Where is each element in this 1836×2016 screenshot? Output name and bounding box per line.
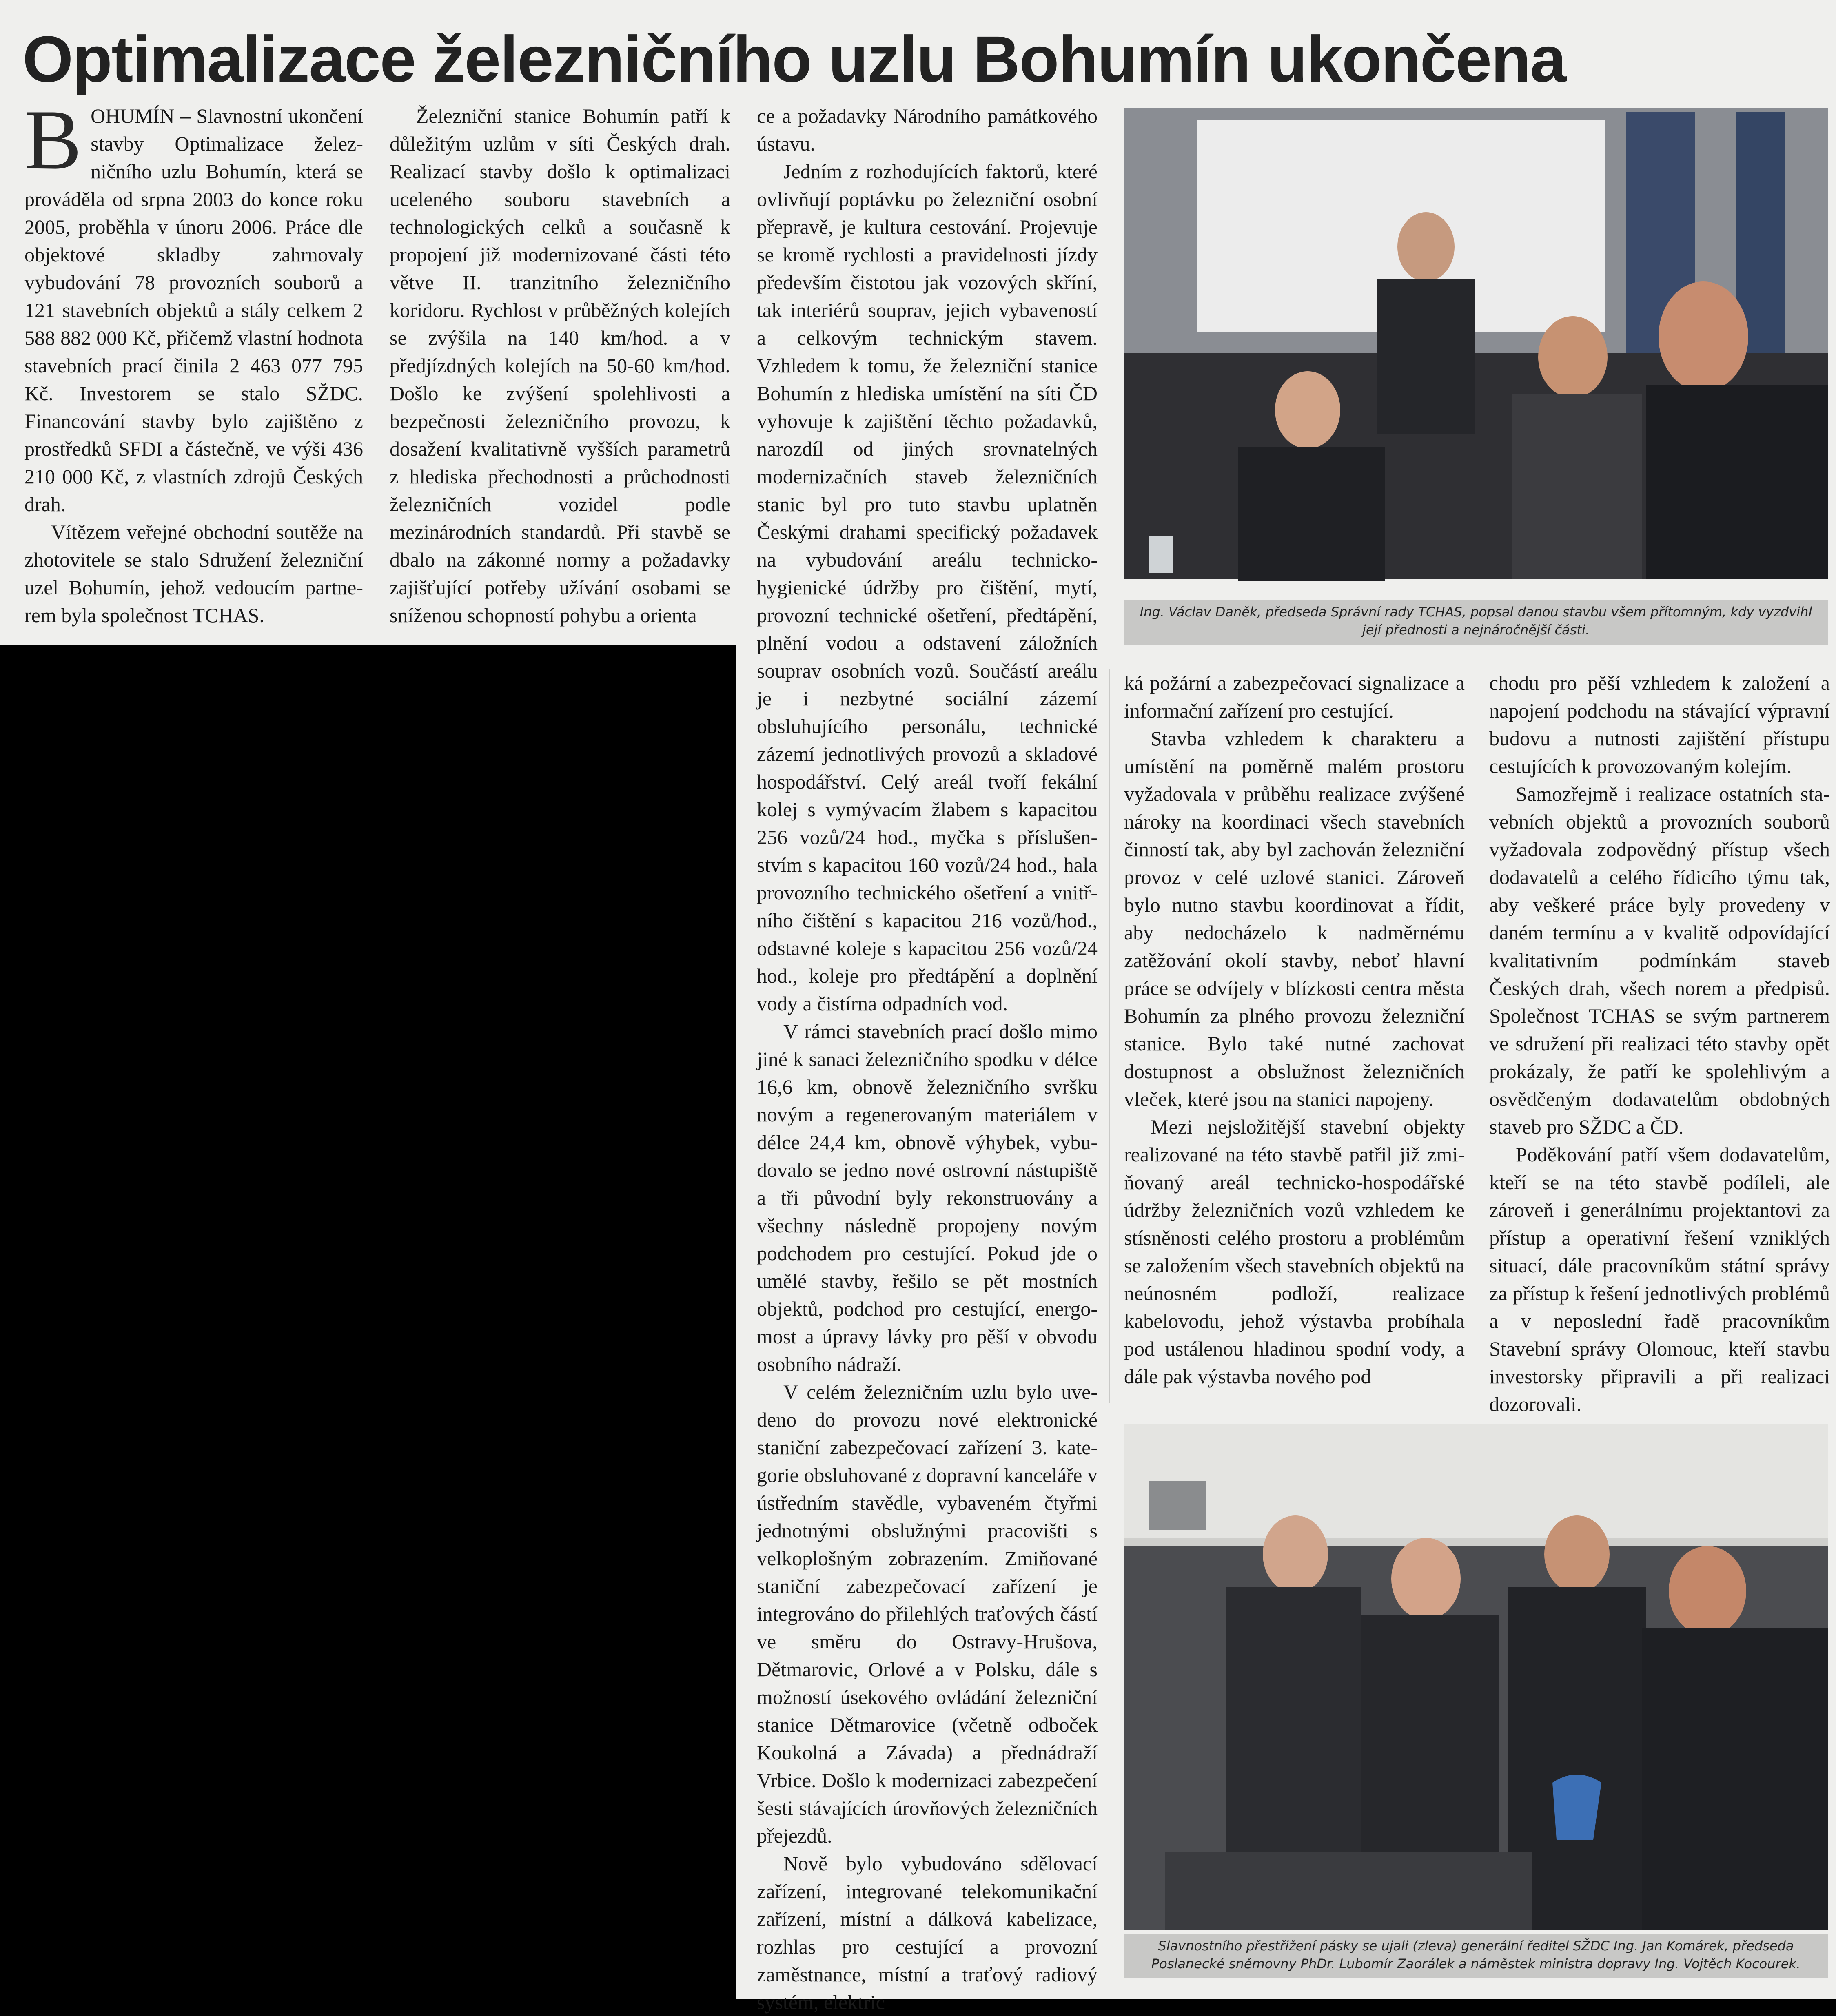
paragraph: V celém železničním uzlu bylo uvedeno do provozu nové elektronické staniční zabezpečovací zařízení 3. kategorie obsluhované z dopravní kanceláře v ústředním stavědle, vybaveném čtyřmi jednotnými obslužnými pracovišti s velkoplošným zobrazením. Zmiňované staniční zabezpečovací zařízení je integrováno do přilehlých traťových částí ve směru do Ostravy-Hrušova, Dětmarovic, Orlové a v Polsku, dále s možností úsekového ovládání železniční stanice Dětmarovice (včetně odboček Koukolná a Závada) a přednádraží Vrbice. Došlo k modernizaci zabezpečení šesti stávajících úrovňových železničních přejezdů. bbox=[757, 1380, 1098, 1847]
headline: Optimalizace železničního uzlu Bohumín ukončena bbox=[22, 22, 1566, 95]
paragraph: Stavba vzhledem k charakteru a umístění na poměrně malém prostoru vyžadovala v průběhu realizace zvýšené nároky na koordinaci všech stavebních činností tak, aby byl zachován železniční provoz v celé uzlové stanici. Zároveň bylo nutno stavbu koordinovat a řídit, aby nedocházelo k nadměrnému zatěžování okolí stavby, neboť hlavní práce se odvíjely v blízkosti centra města Bohumín za plného provozu železniční stanice. Bylo také nutné zachovat dostupnost a obslužnost železničních vleček, které jsou na stanici napojeny. bbox=[1124, 727, 1465, 1110]
paragraph: ce a požadavky Národního památkového ústavu. bbox=[757, 104, 1098, 155]
paragraph: Nově bylo vybudováno sdělovací zařízení, integrované telekomunikační zařízení, místní a dálková kabelizace, rozhlas pro cestující a provozní zaměstnance, místní a traťový radiový systém, elektric bbox=[757, 1852, 1098, 2014]
paragraph-text: – Slavnostní ukončení stavby Optimalizace železničního uzlu Bohumín, která se prováděla od srpna 2003 do konce roku 2005, proběhla v únoru 2006. Práce dle objektové skladby zahrnovaly vybudování 78 provozních souborů a 121 stavebních objektů a stály celkem 2 588 882 000 Kč, přičemž vlastní hodnota stavebních prací činila 2 463 077 795 Kč. Investorem se stalo SŽDC. Financování stavby bylo zajištěno z prostředků SFDI a částečně, ve výši 436 210 000 Kč, z vlastních zdrojů Českých drah. bbox=[24, 104, 363, 516]
article-column-2 bbox=[390, 102, 730, 636]
article-column-4 bbox=[1124, 669, 1465, 1416]
article-column-1 bbox=[24, 93, 363, 636]
drop-cap: B bbox=[24, 93, 82, 187]
paragraph: Mezi nejsložitější stavební objekty realizované na této stavbě patřil již zmiňovaný areál technicko-hospodářské údržby železničních vozů vzhledem ke stísněnosti celého prostoru a problémům se založením všech stavebních objektů na neúnosném podloží, realizace kabelovodu, jehož výstavba probíhala pod ustálenou hladinou spodní vody, a dále pak výstavba nového pod bbox=[1124, 1115, 1465, 1388]
article-column-3 bbox=[757, 102, 1098, 2014]
photo-ribbon-cutting-image bbox=[1124, 1424, 1828, 1930]
paragraph: Jedním z rozhodujících faktorů, které ovlivňují poptávku po železniční osobní přepravě, je kultura cestování. Projevuje se kromě rychlosti a pravidelnosti jízdy především čistotou jak vozových skříní, tak interiérů souprav, jejich vybaveností a celkovým technickým stavem. Vzhledem k tomu, že železniční stanice Bohumín z hlediska umístění na síti ČD vyhovuje k zajištění těchto požadavků, narozdíl od jiných srovnatelných modernizačních staveb železničních stanic byl pro tuto stavbu uplatněn Českými drahami specifický požadavek na vybudování areálu technicko-hygienické údržby pro čištění, mytí, provozní technické ošetření, předtápění, plnění vodou a odstavení záložních souprav osobních vozů. Součástí areálu je i nezbytné sociální zázemí obsluhujícího personálu, technické zázemí jednotlivých provozů a skladové hospodářství. Celý areál tvoří fekální kolej s vymývacím žlabem s kapacitou 256 vozů/24 hod., myčka s příslušenstvím s kapacitou 160 vozů/24 hod., hala provozního technického ošetření a vnitřního čištění s kapacitou 216 vozů/hod., odstavné koleje s kapacitou 256 vozů/24 hod., koleje pro předtápění a doplnění vody a čistírna odpadních vod. bbox=[757, 160, 1098, 1015]
paragraph: ká požární a zabezpečovací signalizace a informační zařízení pro cestující. bbox=[1124, 671, 1465, 722]
paragraph: V rámci stavebních prací došlo mimo jiné k sanaci železničního spodku v délce 16,6 km, obnově železničního svršku novým a regenerovaným materiálem v délce 24,4 km, obnově výhybek, vybudovalo se jedno nové ostrovní nástupiště a tři původní byly rekonstruovány a všechny následně propojeny novým podchodem pro cestující. Pokud jde o umělé stavby, řešilo se pět mostních objektů, podchod pro cestující, energomost a úpravy lávky pro pěší v obvodu osobního nádraží. bbox=[757, 1020, 1098, 1376]
article-column-5 bbox=[1489, 669, 1830, 1416]
photo-presentation bbox=[1124, 108, 1828, 579]
paragraph-lead bbox=[24, 93, 363, 518]
paragraph: Samozřejmě i realizace ostatních stavebních objektů a provozních souborů vyžadovala zodpovědný přístup všech dodavatelů a celého řídicího týmu tak, aby veškeré práce byly provedeny v daném termínu a v kvalitě odpovídající kvalitativním podmínkám staveb Českých drah, všech norem a předpisů. Společnost TCHAS se svým partnerem ve sdružení při realizaci této stavby opět prokázaly, že patří ke spolehlivým a osvědčeným dodavatelům obdobných staveb pro SŽDC a ČD. bbox=[1489, 782, 1830, 1138]
photo-presentation-image bbox=[1124, 108, 1828, 579]
photo-ribbon-cutting-caption: Slavnostního přestřižení pásky se ujali (zleva) generální ředitel SŽDC Ing. Jan Komárek, předseda Poslanecké sněmovny PhDr. Lubomír Zaorálek a náměstek ministra dopravy Ing. Vojtěch Kocourek. bbox=[1124, 1934, 1828, 1978]
paragraph: Železniční stanice Bohumín patří k důležitým uzlům v síti Českých drah. Realizací stavby došlo k optimalizaci uceleného souboru stavebních a technologických celků a současně k propojení již modernizované části této větve II. tranzitního železničního koridoru. Rychlost v průběžných kolejích se zvýšila na 140 km/hod. a v předjízdných kolejích na 50-60 km/hod. Došlo ke zvýšení spolehlivosti a bezpečnosti železničního provozu, k dosažení kvalitativně vyšších parametrů z hlediska přechodnosti a průchodnosti železničních vozidel podle mezinárodních standardů. Při stavbě se dbalo na zákonné normy a požadavky zajišťující potřeby užívání osobami se sníženou schopností pohybu a orienta bbox=[390, 104, 730, 627]
column-rule bbox=[1109, 669, 1110, 1403]
photo-ribbon-cutting bbox=[1124, 1424, 1828, 1930]
paragraph: Poděkování patří všem dodavatelům, kteří se na této stavbě podíleli, ale zároveň i generálnímu projektantovi za přístup a operativní řešení vzniklých situací, dále pracovníkům státní správy za přístup k řešení jednotlivých problémů a v neposlední řadě pracovníkům Stavební správy Olomouc, kteří stavbu investorsky připravili a při realizaci dozorovali. bbox=[1489, 1143, 1830, 1416]
paragraph: chodu pro pěší vzhledem k založení a napojení podchodu na stávající výpravní budovu a nutnosti zajištění přístupu cestujících k provozovaným kolejím. bbox=[1489, 671, 1830, 778]
photo-presentation-caption: Ing. Václav Daněk, předseda Správní rady TCHAS, popsal danou stavbu všem přítomným, kdy vyzdvihl její přednosti a nejnáročnější části. bbox=[1124, 600, 1828, 645]
dateline: OHUMÍN bbox=[91, 104, 175, 127]
paragraph: Vítězem veřejné obchodní soutěže na zhotovitele se stalo Sdružení železniční uzel Bohumín, jehož vedoucím partnerem byla společnost TCHAS. bbox=[24, 521, 363, 627]
